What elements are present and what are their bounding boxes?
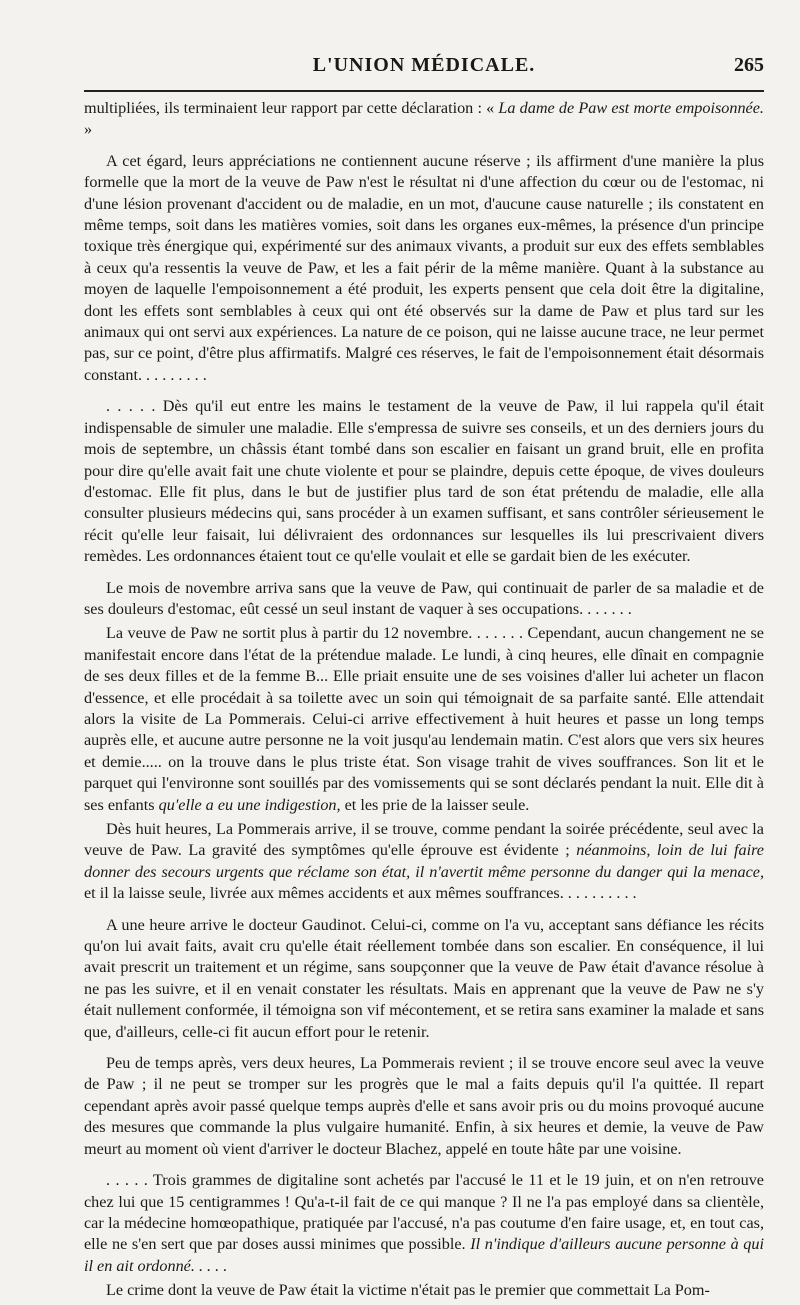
page-number: 265 [734,54,764,76]
paragraph-6 [84,819,764,905]
paragraph-4: Le mois de novembre arriva sans que la veuve de Paw, qui continuait de parler de sa maladie et de ses douleurs d'estomac, eût cessé un seul instant de vaquer à ses occupations. . . . . . . [84,578,764,618]
paragraph-8: Peu de temps après, vers deux heures, La Pommerais revient ; il se trouve encore seul avec la veuve de Paw ; il ne peut se tromper sur les progrès que le mal a faits depuis qu'il l'a quittée. Il repart cependant après avoir passé quelque temps auprès d'elle et sans avoir pris ou du moins provoqué aucune des mesures que commande la plus vulgaire humanité. Enfin, à six heures et demie, la veuve de Paw meurt au moment où vient d'arriver le docteur Blachez, appelé en toute hâte par une voisine. [84,1054,764,1158]
paragraph-6-italic: néanmoins, loin de lui faire donner des secours urgents que réclame son état, il n'avertit même personne du danger qui la menace, [84,841,764,881]
paragraph-9 [84,1170,764,1277]
paragraph-6-text: Dès huit heures, La Pommerais arrive, il se trouve, comme pendant la soirée précédente, seul avec la veuve de Paw. La gravité des symptômes qu'elle éprouve est évidente ; [84,820,764,860]
paragraph-6-end: et il la laisse seule, livrée aux mêmes accidents et aux mêmes souffrances. . . . . . . . . . [84,884,637,903]
header-rule [84,90,764,92]
paragraph-7: A une heure arrive le docteur Gaudinot. Celui-ci, comme on l'a vu, acceptant sans défiance les récits qu'on lui avait faits, avait cru qu'elle était réellement tombée dans son escalier. En conséquence, il lui avait prescrit un traitement et un régime, sans soupçonner que la veuve de Paw était d'avance résolue à ne pas les suivre, et il en venait constater les résultats. Mais en apprenant que la veuve de Paw ne s'y était nullement conformée, il témoigna son vif mécontement, et se retira sans examiner la malade et sans que, d'ailleurs, celle-ci fit aucun effort pour le retenir. [84,915,764,1041]
body-text [84,98,764,1305]
paragraph-1-close: » [84,120,93,139]
paragraph-1-text: multipliées, ils terminaient leur rapport par cette déclaration : « [84,99,499,117]
paragraph-2: A cet égard, leurs appréciations ne contiennent aucune réserve ; ils affirment d'une manière la plus formelle que la mort de la veuve de Paw n'est le résultat ni d'une affection du cœur ou de l'estomac, ni d'une lésion provenant d'accident ou de maladie, en un mot, d'aucune cause naturelle ; ils constatent en même temps, soit dans les matières vomies, soit dans les organes eux-mêmes, la présence d'un principe toxique très énergique qui, expérimenté sur des animaux vivants, a produit sur eux des effets semblables à ceux qu'a ressentis la veuve de Paw, et les a fait périr de la même manière. Quant à la substance au moyen de laquelle l'empoisonnement a été produit, les experts pensent que cela doit être la digitaline, dont les effets sont semblables à ceux qui ont été observés sur la dame de Paw et plus tard sur les animaux qui ont servi aux expériences. La nature de ce poison, qui ne laisse aucune trace, ne leur permet pas, sur ce point, d'être plus affirmatifs. Malgré ces réserves, le fait de l'empoisonnement était désormais constant. . . . . . . . . [84,151,764,384]
paragraph-5-italic: qu'elle a eu une indigestion, [158,795,341,814]
paragraph-5-end: et les prie de la laisser seule. [340,795,530,814]
paragraph-3: . . . . . Dès qu'il eut entre les mains le testament de la veuve de Paw, il lui rappela qu'il était indispensable de simuler une maladie. Elle s'empressa de suivre ses conseils, et un des derniers jours du mois de septembre, un châssis étant tombé dans son escalier en faisant un grand bruit, elle en profita pour dire qu'elle avait fait une chute violente et pour se plaindre, depuis cette époque, de vives douleurs d'estomac. Elle fit plus, dans le but de justifier plus tard de son état prétendu de maladie, elle alla consulter plusieurs médecins qui, sans procéder à un examen suffisant, et sans contrôler sérieusement le récit qu'elle leur faisait, lui délivraient des ordonnances sur lesquelles ils lui prescrivaient divers remèdes. Les ordonnances étaient tout ce qu'elle voulait et elle se gardait bien de les exécuter. [84,397,764,566]
page-header [84,54,764,88]
paragraph-9-text: . . . . . Trois grammes de digitaline sont achetés par l'accusé le 11 et le 19 juin, et on n'en retrouve chez lui que 15 centigrammes ! Qu'a-t-il fait de ce qui manque ? Il ne l'a pas employé dans sa clientèle, car la médecine homœopathique, pratiquée par l'accusé, n'a pas coutume d'en faire usage, et, en tout cas, elle ne s'en sert que par doses aussi minimes que possible. [84,1171,764,1254]
paragraph-1 [84,98,764,141]
running-title: L'UNION MÉDICALE. [312,54,536,76]
paragraph-5-text: La veuve de Paw ne sortit plus à partir du 12 novembre. . . . . . . Cependant, aucun changement ne se manifestait encore dans l'état de la prétendue malade. Le lundi, à cinq heures, elle dînait en compagnie de ses deux filles et de la femme B... Elle priait ensuite une de ses voisines d'aller lui acheter un flacon d'essence, et elle procédait à sa toilette avec un soin qui témoignait de sa parfaite santé. Elle attendait alors la visite de La Pommerais. Celui-ci arrive effectivement à huit heures et passe un long temps auprès elle, et aucune autre personne ne la voit jusqu'au lendemain matin. C'est alors que vers six heures et demie..... on la trouve dans le plus triste état. Son visage trahit de vives souffrances. Son lit et le parquet qui l'environne sont souillés par des vomissements qui se sont déclarés pendant la nuit. Elle dit à ses enfants [84,624,764,814]
paragraph-9-italic: Il n'indique d'ailleurs aucune personne à qui il en ait ordonné. . . . . [84,1235,764,1275]
paragraph-10: Le crime dont la veuve de Paw était la victime n'était pas le premier que commettait La Pom- [106,1281,710,1300]
paragraph-5 [84,623,764,816]
paragraph-1-quote: La dame de Paw est morte empoisonnée. [498,99,764,117]
